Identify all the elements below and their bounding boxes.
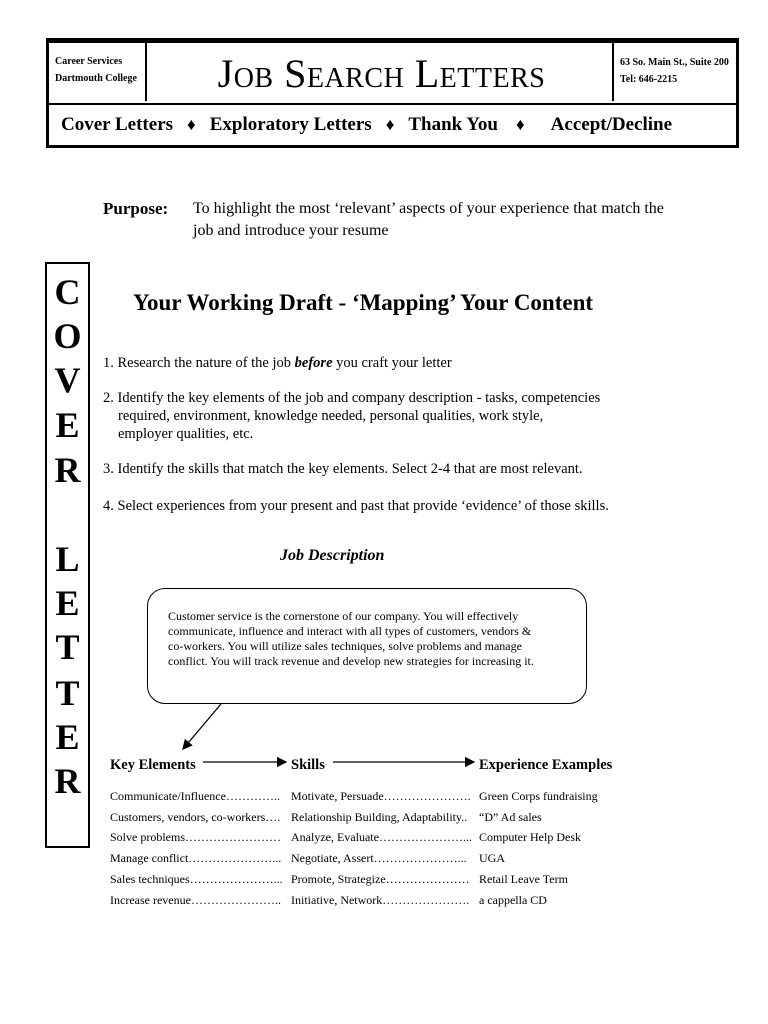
nav-cover-letters: Cover Letters bbox=[61, 114, 174, 135]
skill-cell: Initiative, Network…………………. bbox=[291, 893, 470, 907]
sidebar-letter: E bbox=[55, 717, 80, 757]
experience-cell: Retail Leave Term bbox=[479, 872, 568, 886]
step-2-line1: 2. Identify the key elements of the job and company description - tasks, competencies bbox=[103, 390, 601, 406]
purpose-label: Purpose: bbox=[103, 199, 169, 218]
step-1-pre: 1. Research the nature of the job bbox=[103, 355, 295, 371]
experience-cell: a cappella CD bbox=[479, 893, 547, 907]
table-row bbox=[110, 810, 650, 826]
jd-line4: conflict. You will track revenue and develop new strategies for increasing it. bbox=[168, 654, 534, 668]
key-element-cell: Increase revenue………………….. bbox=[110, 893, 281, 907]
sidebar-letter: T bbox=[55, 627, 80, 667]
header-key-elements: Key Elements bbox=[110, 757, 196, 773]
sidebar-letter: C bbox=[54, 272, 81, 312]
step-2-line3: employer qualities, etc. bbox=[118, 426, 254, 442]
skill-cell: Relationship Building, Adaptability.. bbox=[291, 810, 468, 824]
table-row bbox=[110, 893, 650, 909]
table-row bbox=[110, 872, 650, 888]
step-1 bbox=[103, 354, 452, 372]
header-skills: Skills bbox=[291, 757, 325, 773]
key-element-cell: Customers, vendors, co-workers…. bbox=[110, 810, 281, 824]
skill-cell: Analyze, Evaluate…………………... bbox=[291, 830, 472, 844]
sidebar-letter: T bbox=[55, 673, 80, 713]
jd-line2: communicate, influence and interact with all types of customers, vendors & bbox=[168, 624, 532, 638]
key-element-cell: Communicate/Influence………….. bbox=[110, 789, 280, 803]
header-experience: Experience Examples bbox=[479, 757, 613, 773]
key-element-cell: Solve problems…………………… bbox=[110, 830, 281, 844]
cover-letter-vertical-label bbox=[45, 262, 90, 848]
sidebar-letter: L bbox=[55, 539, 80, 579]
bubble-pointer-arrow bbox=[183, 704, 221, 749]
skill-cell: Negotiate, Assert…………………... bbox=[291, 851, 467, 865]
contact-line2: Tel: 646-2215 bbox=[620, 74, 678, 85]
step-3: 3. Identify the skills that match the key elements. Select 2-4 that are most relevant. bbox=[103, 461, 583, 477]
nav-thank-you: Thank You bbox=[408, 114, 498, 135]
jd-line3: co-workers. You will utilize sales techniques, solve problems and manage bbox=[168, 639, 522, 653]
org-line1: Career Services bbox=[55, 56, 123, 67]
diamond-icon: ♦ bbox=[385, 115, 395, 134]
key-element-cell: Sales techniques…………………... bbox=[110, 872, 283, 886]
step-2-line2: required, environment, knowledge needed, personal qualities, work style, bbox=[118, 408, 544, 424]
step-2 bbox=[103, 389, 600, 443]
letter-types-nav bbox=[49, 103, 736, 147]
sidebar-letter: O bbox=[53, 316, 82, 356]
header-top bbox=[49, 43, 736, 105]
experience-cell: Computer Help Desk bbox=[479, 830, 581, 844]
job-description-label: Job Description bbox=[280, 547, 385, 564]
nav-exploratory-letters: Exploratory Letters bbox=[209, 114, 372, 135]
experience-cell: Green Corps fundraising bbox=[479, 789, 598, 803]
jd-line1: Customer service is the cornerstone of our company. You will effectively bbox=[168, 609, 519, 623]
sidebar-letter: E bbox=[55, 583, 80, 623]
purpose-text bbox=[193, 198, 723, 242]
step-1-post: you craft your letter bbox=[332, 355, 452, 371]
table-row bbox=[110, 830, 650, 846]
sidebar-letter: R bbox=[54, 450, 81, 490]
org-info bbox=[49, 43, 147, 101]
nav-accept-decline: Accept/Decline bbox=[550, 114, 673, 135]
experience-cell: UGA bbox=[479, 851, 505, 865]
step-1-emphasis: before bbox=[294, 355, 333, 371]
diamond-icon: ♦ bbox=[187, 115, 196, 134]
experience-cell: “D” Ad sales bbox=[479, 810, 542, 824]
table-row bbox=[110, 851, 650, 867]
purpose-line2: job and introduce your resume bbox=[193, 222, 389, 239]
org-line2: Dartmouth College bbox=[55, 73, 137, 84]
sidebar-letter: E bbox=[55, 405, 80, 445]
job-description-bubble bbox=[147, 588, 587, 704]
contact-line1: 63 So. Main St., Suite 200 bbox=[620, 57, 729, 68]
key-element-cell: Manage conflict…………………... bbox=[110, 851, 282, 865]
sidebar-letter: R bbox=[54, 761, 81, 801]
page-title: Job Search Letters bbox=[217, 51, 546, 96]
table-row bbox=[110, 789, 650, 805]
diamond-icon: ♦ bbox=[515, 115, 525, 134]
purpose-line1: To highlight the most ‘relevant’ aspects of your experience that match the bbox=[193, 200, 664, 217]
header-box bbox=[46, 38, 739, 148]
contact-info bbox=[612, 43, 736, 101]
skill-cell: Motivate, Persuade…………………. bbox=[291, 789, 471, 803]
step-4: 4. Select experiences from your present and past that provide ‘evidence’ of those skills. bbox=[103, 498, 609, 514]
sidebar-letter: V bbox=[54, 360, 81, 400]
draft-title: Your Working Draft - ‘Mapping’ Your Content bbox=[133, 290, 594, 315]
skill-cell: Promote, Strategize………………… bbox=[291, 872, 470, 886]
